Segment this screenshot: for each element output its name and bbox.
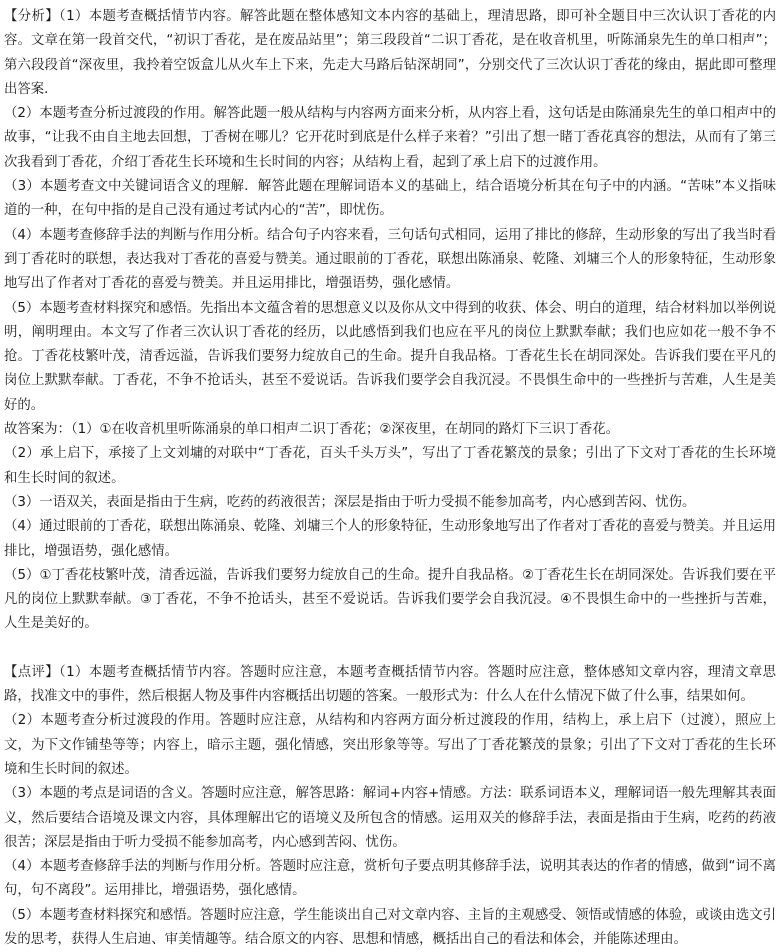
comment-intro-paragraph: 【点评】（1）本题考查概括情节内容。答题时应注意，本题考查概括情节内容。答题时应注意，整体感知文章内容，理清文章思路，找准文中的事件，然后根据人物及事件内容概括出切题的答案。一般形式为：什么人在什么情况下做了什么事，结果如何。 <box>4 664 776 705</box>
answer-item-2-paragraph: （2）承上启下，承接了上文刘墉的对联中“丁香花，百头千头万头”，写出了丁香花繁茂的景象；引出了下文对丁香花的生长环境和生长时间的叙述。 <box>4 446 776 486</box>
analysis-item-5-paragraph: （5）本题考查材料探究和感悟。先指出本文蕴含着的思想意义以及你从文中得到的收获、体会、明白的道理，结合材料加以举例说明，阐明理由。本文写了作者三次认识丁香花的经历，以此感悟到我们也应在平凡的岗位上默默奉献；我们也应如花一般不争不抢。丁香花枝繁叶茂，清香远溢，告诉我们要努力绽放自己的生命。提升自我品格。丁香花生长在胡同深处。告诉我们要在平凡的岗位上默默奉献。丁香花，不争不抢话头，甚至不爱说话。告诉我们要学会自我沉浸。不畏惧生命中的一些挫折与苦难，人生是美好的。 <box>4 300 776 413</box>
comment-item-3-paragraph: （3）本题的考点是词语的含义。答题时应注意，解答思路：解词+内容+情感。方法：联系词语本义，理解词语一般先理解其表面义，然后要结合语境及课文内容，具体理解出它的语境义及所包含的情感。运用双关的修辞手法，表面是指由于生病，吃药的药液很苦；深层是指由于听力受损不能参加高考，内心感到苦闷、忧伤。 <box>4 786 776 850</box>
analysis-item-2-paragraph: （2）本题考查分析过渡段的作用。解答此题一般从结构与内容两方面来分析，从内容上看，这句话是由陈涌泉先生的单口相声中的故事，“让我不由自主地去回想，丁香树在哪儿？它开花时到底是什么样子来着？”引出了想一睹丁香花真容的想法，从而有了第三次我看到丁香花，介绍丁香花生长环境和生长时间的内容；从结构上看，起到了承上启下的过渡作用。 <box>4 106 776 170</box>
section-divider-space <box>4 637 776 661</box>
analysis-item-3-paragraph: （3）本题考查文中关键词语含义的理解．解答此题在理解词语本义的基础上，结合语境分析其在句子中的内涵。“苦味”本义指味道的一种，在句中指的是自己没有通过考试内心的“苦”，即忧伤。 <box>4 179 776 219</box>
comment-item-4-paragraph: （4）本题考查修辞手法的判断与作用分析。答题时应注意，赏析句子要点明其修辞手法，说明其表达的作者的情感，做到“词不离句，句不离段”。运用排比，增强语势，强化感情。 <box>4 859 776 899</box>
analysis-section <box>4 5 776 637</box>
answer-item-5-paragraph: （5）①丁香花枝繁叶茂，清香远溢，告诉我们要努力绽放自己的生命。提升自我品格。②丁香花生长在胡同深处。告诉我们要在平凡的岗位上默默奉献。③丁香花，不争不抢话头，甚至不爱说话。告诉我们要学会自我沉浸。④不畏惧生命中的一些挫折与苦难，人生是美好的。 <box>4 567 776 632</box>
comment-item-2-paragraph: （2）本题考查分析过渡段的作用。答题时应注意，从结构和内容两方面分析过渡段的作用，结构上，承上启下（过渡），照应上文，为下文作铺垫等等；内容上，暗示主题，强化情感，突出形象等等。写出了丁香花繁茂的景象；引出了下文对丁香花的生长环境和生长时间的叙述。 <box>4 713 776 777</box>
comment-section <box>4 661 776 952</box>
answer-item-4-paragraph: （4）通过眼前的丁香花，联想出陈涌泉、乾隆、刘墉三个人的形象特征，生动形象地写出了作者对丁香花的喜爱与赞美。并且运用排比，增强语势，强化感情。 <box>4 519 776 559</box>
analysis-intro-paragraph: 【分析】（1）本题考查概括情节内容。解答此题在整体感知文本内容的基础上，理清思路，即可补全题目中三次认识丁香花的内容。文章在第一段首交代，“初识丁香花，是在废品站里”；第三段段首“二识丁香花，是在收音机里，听陈涌泉先生的单口相声”；第六段段首“深夜里，我拎着空饭盒儿从火车上下来，先走大马路后钻深胡同”，分别交代了三次认识丁香花的缘由，据此即可整理出答案． <box>4 9 776 97</box>
comment-item-5-paragraph: （5）本题考查材料探究和感悟。答题时应注意，学生能谈出自己对文章内容、主旨的主观感受、领悟或情感的体验，或谈由选文引发的思考，获得人生启迪、审美情趣等。结合原文的内容、思想和情感，概括出自己的看法和体会，并能陈述理由。 <box>4 907 776 947</box>
analysis-item-4-paragraph: （4）本题考查修辞手法的判断与作用分析。结合句子内容来看，三句话句式相同，运用了排比的修辞，生动形象的写出了我当时看到丁香花时的联想，表达我对丁香花的喜爱与赞美。通过眼前的丁香花，联想出陈涌泉、乾隆、刘墉三个人的形象特征，生动形象地写出了作者对丁香花的喜爱与赞美。并且运用排比，增强语势，强化感情。 <box>4 227 776 292</box>
answer-item-1-paragraph: 故答案为：（1）①在收音机里听陈涌泉的单口相声二识丁香花；②深夜里，在胡同的路灯下三识丁香花。 <box>4 422 620 438</box>
answer-item-3-paragraph: （3）一语双关，表面是指由于生病，吃药的药液很苦；深层是指由于听力受损不能参加高考，内心感到苦闷、忧伤。 <box>4 494 696 510</box>
